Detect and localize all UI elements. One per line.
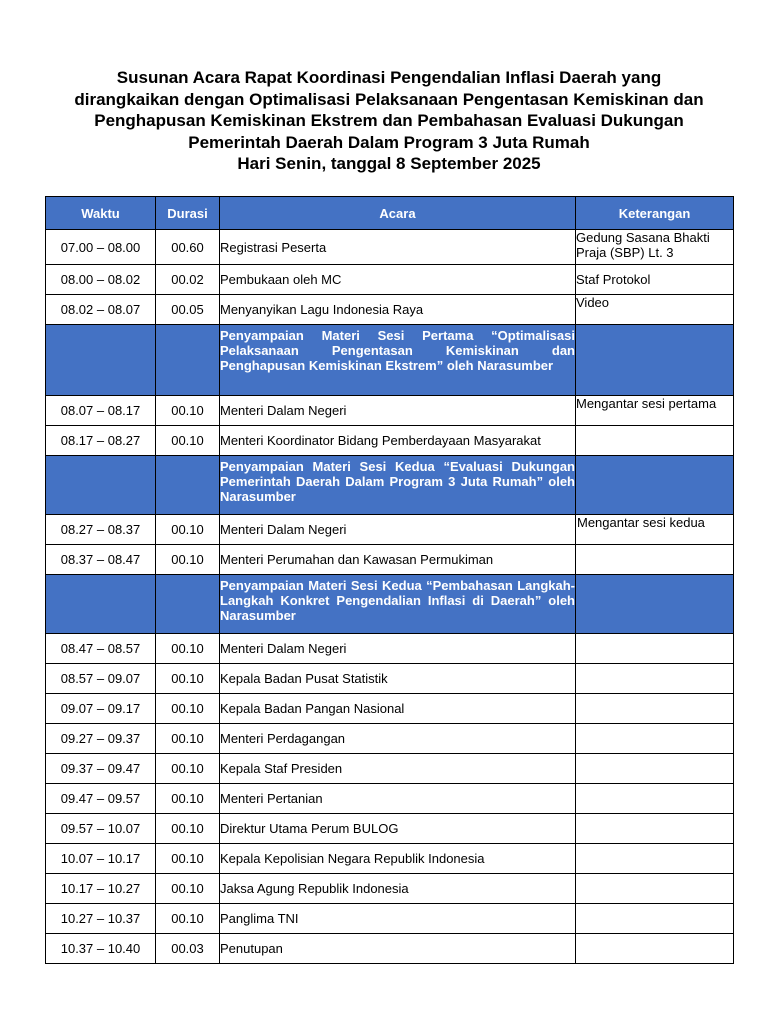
cell-time: 08.27 – 08.37 <box>46 515 156 545</box>
cell-agenda: Menteri Koordinator Bidang Pemberdayaan Masyarakat <box>220 426 576 456</box>
cell-time: 10.37 – 10.40 <box>46 934 156 964</box>
cell-duration: 00.10 <box>156 515 220 545</box>
cell-agenda: Registrasi Peserta <box>220 230 576 265</box>
table-row <box>46 545 734 575</box>
cell-duration: 00.10 <box>156 545 220 575</box>
cell-time: 09.07 – 09.17 <box>46 694 156 724</box>
table-row <box>46 396 734 426</box>
table-row <box>46 230 734 265</box>
cell-duration: 00.10 <box>156 844 220 874</box>
section-spacer <box>156 325 220 396</box>
header-note: Keterangan <box>576 197 734 230</box>
cell-duration: 00.10 <box>156 904 220 934</box>
cell-time: 08.07 – 08.17 <box>46 396 156 426</box>
cell-duration: 00.10 <box>156 396 220 426</box>
cell-duration: 00.10 <box>156 426 220 456</box>
section-spacer <box>576 575 734 634</box>
cell-agenda: Menyanyikan Lagu Indonesia Raya <box>220 295 576 325</box>
cell-time: 09.37 – 09.47 <box>46 754 156 784</box>
table-row <box>46 814 734 844</box>
cell-agenda: Penutupan <box>220 934 576 964</box>
cell-duration: 00.10 <box>156 724 220 754</box>
section-spacer <box>46 456 156 515</box>
cell-time: 10.07 – 10.17 <box>46 844 156 874</box>
cell-time: 09.27 – 09.37 <box>46 724 156 754</box>
cell-note <box>576 694 734 724</box>
table-row <box>46 844 734 874</box>
cell-time: 07.00 – 08.00 <box>46 230 156 265</box>
cell-note: Mengantar sesi pertama <box>576 396 734 426</box>
cell-agenda: Jaksa Agung Republik Indonesia <box>220 874 576 904</box>
cell-note <box>576 934 734 964</box>
cell-agenda: Direktur Utama Perum BULOG <box>220 814 576 844</box>
cell-time: 08.57 – 09.07 <box>46 664 156 694</box>
title-line: dirangkaikan dengan Optimalisasi Pelaksanaan Pengentasan Kemiskinan dan <box>74 89 704 109</box>
section-title: Penyampaian Materi Sesi Pertama “Optimalisasi Pelaksanaan Pengentasan Kemiskinan dan Penghapusan Kemiskinan Ekstrem” oleh Narasumber <box>220 325 576 396</box>
table-row <box>46 634 734 664</box>
cell-time: 10.27 – 10.37 <box>46 904 156 934</box>
cell-time: 08.00 – 08.02 <box>46 265 156 295</box>
title-line: Penghapusan Kemiskinan Ekstrem dan Pembahasan Evaluasi Dukungan <box>94 111 684 130</box>
table-row <box>46 724 734 754</box>
table-row <box>46 934 734 964</box>
header-duration: Durasi <box>156 197 220 230</box>
cell-duration: 00.03 <box>156 934 220 964</box>
cell-agenda: Kepala Badan Pusat Statistik <box>220 664 576 694</box>
cell-agenda: Menteri Perdagangan <box>220 724 576 754</box>
cell-duration: 00.02 <box>156 265 220 295</box>
title-line: Pemerintah Daerah Dalam Program 3 Juta Rumah <box>188 132 590 152</box>
cell-note: Mengantar sesi kedua <box>576 515 734 545</box>
title-date: Hari Senin, tanggal 8 September 2025 <box>237 154 541 173</box>
cell-time: 09.47 – 09.57 <box>46 784 156 814</box>
cell-time: 09.57 – 10.07 <box>46 814 156 844</box>
section-row <box>46 575 734 634</box>
cell-note <box>576 874 734 904</box>
table-row <box>46 295 734 325</box>
schedule-body <box>46 230 734 964</box>
section-spacer <box>576 456 734 515</box>
cell-agenda: Menteri Pertanian <box>220 784 576 814</box>
cell-duration: 00.10 <box>156 754 220 784</box>
cell-agenda: Kepala Badan Pangan Nasional <box>220 694 576 724</box>
cell-agenda: Panglima TNI <box>220 904 576 934</box>
section-spacer <box>156 456 220 515</box>
schedule-table <box>45 196 734 964</box>
section-title: Penyampaian Materi Sesi Kedua “Pembahasan Langkah- Langkah Konkret Pengendalian Inflasi di Daerah” oleh Narasumber <box>220 575 576 634</box>
header-time: Waktu <box>46 197 156 230</box>
cell-note: Gedung Sasana Bhakti Praja (SBP) Lt. 3 <box>576 230 734 265</box>
section-title: Penyampaian Materi Sesi Kedua “Evaluasi Dukungan Pemerintah Daerah Dalam Program 3 Juta Rumah” oleh Narasumber <box>220 456 576 515</box>
cell-note <box>576 634 734 664</box>
cell-agenda: Menteri Dalam Negeri <box>220 634 576 664</box>
table-row <box>46 515 734 545</box>
document-title <box>40 67 738 175</box>
section-row <box>46 456 734 515</box>
section-spacer <box>46 575 156 634</box>
table-row <box>46 265 734 295</box>
header-agenda: Acara <box>220 197 576 230</box>
table-row <box>46 904 734 934</box>
cell-note <box>576 545 734 575</box>
cell-time: 10.17 – 10.27 <box>46 874 156 904</box>
table-header-row <box>46 197 734 230</box>
cell-agenda: Kepala Kepolisian Negara Republik Indonesia <box>220 844 576 874</box>
cell-agenda: Menteri Dalam Negeri <box>220 396 576 426</box>
cell-note <box>576 754 734 784</box>
cell-agenda: Menteri Dalam Negeri <box>220 515 576 545</box>
cell-note: Video <box>576 295 734 325</box>
table-row <box>46 754 734 784</box>
title-line: Susunan Acara Rapat Koordinasi Pengendalian Inflasi Daerah yang <box>116 68 662 87</box>
cell-time: 08.17 – 08.27 <box>46 426 156 456</box>
cell-note <box>576 664 734 694</box>
cell-agenda: Kepala Staf Presiden <box>220 754 576 784</box>
cell-duration: 00.10 <box>156 664 220 694</box>
cell-note <box>576 724 734 754</box>
cell-note <box>576 814 734 844</box>
section-spacer <box>156 575 220 634</box>
cell-note <box>576 904 734 934</box>
cell-note <box>576 426 734 456</box>
cell-duration: 00.10 <box>156 694 220 724</box>
table-row <box>46 664 734 694</box>
cell-duration: 00.10 <box>156 634 220 664</box>
cell-duration: 00.10 <box>156 814 220 844</box>
table-row <box>46 694 734 724</box>
cell-time: 08.02 – 08.07 <box>46 295 156 325</box>
cell-agenda: Menteri Perumahan dan Kawasan Permukiman <box>220 545 576 575</box>
section-spacer <box>46 325 156 396</box>
cell-duration: 00.60 <box>156 230 220 265</box>
section-row <box>46 325 734 396</box>
table-row <box>46 874 734 904</box>
cell-note <box>576 844 734 874</box>
table-row <box>46 784 734 814</box>
cell-duration: 00.10 <box>156 784 220 814</box>
cell-duration: 00.10 <box>156 874 220 904</box>
cell-note: Staf Protokol <box>576 265 734 295</box>
section-spacer <box>576 325 734 396</box>
table-row <box>46 426 734 456</box>
cell-note <box>576 784 734 814</box>
cell-duration: 00.05 <box>156 295 220 325</box>
cell-time: 08.47 – 08.57 <box>46 634 156 664</box>
cell-time: 08.37 – 08.47 <box>46 545 156 575</box>
cell-agenda: Pembukaan oleh MC <box>220 265 576 295</box>
